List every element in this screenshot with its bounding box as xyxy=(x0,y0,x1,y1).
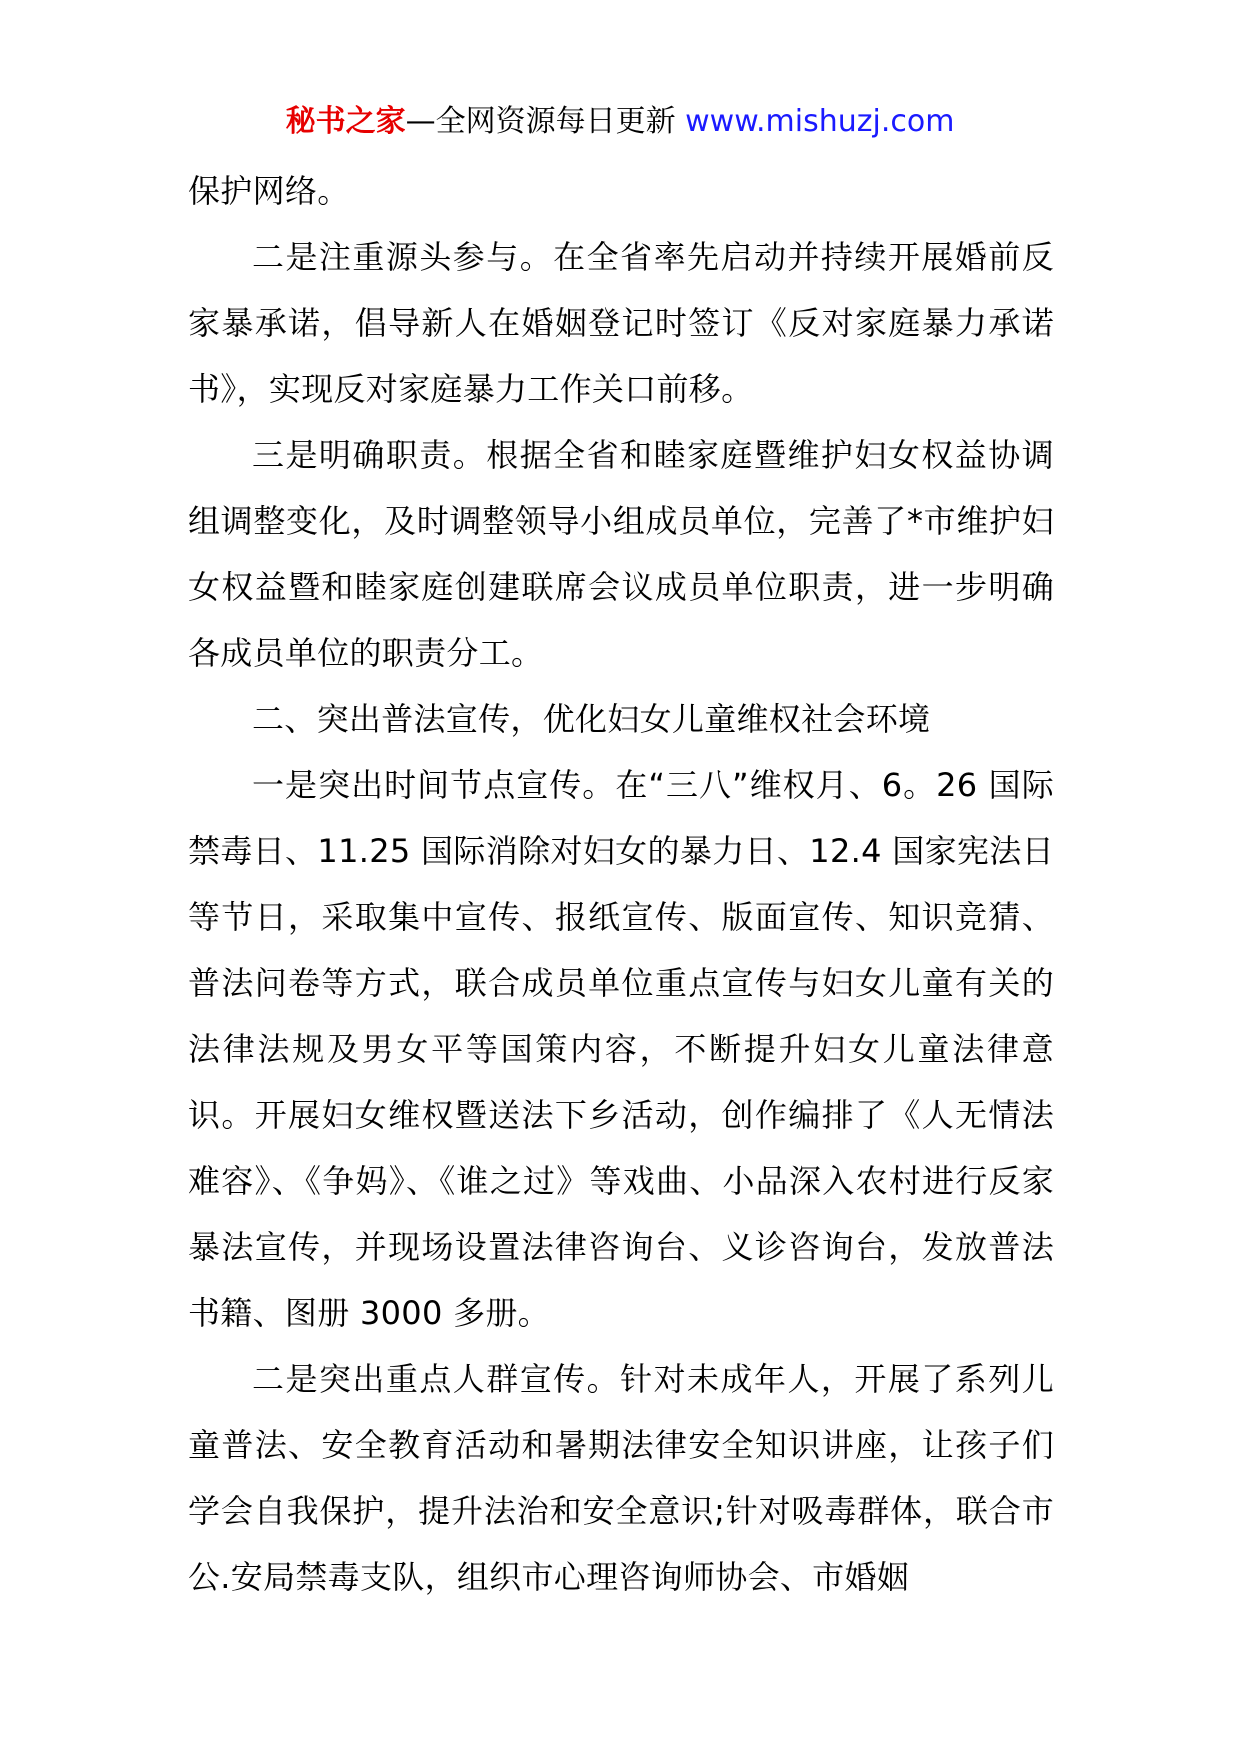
header-site-link[interactable]: www.mishuzj.com xyxy=(685,104,955,139)
paragraph: 一是突出时间节点宣传。在“三八”维权月、6。26 国际禁毒日、11.25 国际消除对妇女的暴力日、12.4 国家宪法日等节日，采取集中宣传、报纸宣传、版面宣传、知识竞猜、普法问卷等方式，联合成员单位重点宣传与妇女儿童有关的法律法规及男女平等国策内容，不断提升妇女儿童法律意识。开展妇女维权暨送法下乡活动，创作编排了《人无情法难容》、《争妈》、《谁之过》等戏曲、小品深入农村进行反家暴法宣传，并现场设置法律咨询台、义诊咨询台，发放普法书籍、图册 3000 多册。 xyxy=(188,766,1054,1332)
page-header xyxy=(0,100,1240,144)
header-brand: 秘书之家 xyxy=(285,104,406,139)
header-slogan: —全网资源每日更新 xyxy=(405,104,686,139)
document-body xyxy=(188,158,1054,1610)
section-heading: 二、突出普法宣传，优化妇女儿童维权社会环境 xyxy=(252,700,931,738)
paragraph: 二是突出重点人群宣传。针对未成年人，开展了系列儿童普法、安全教育活动和暑期法律安全知识讲座，让孩子们学会自我保护，提升法治和安全意识;针对吸毒群体，联合市公.安局禁毒支队，组织市心理咨询师协会、市婚姻 xyxy=(188,1360,1054,1596)
paragraph: 二是注重源头参与。在全省率先启动并持续开展婚前反家暴承诺，倡导新人在婚姻登记时签订《反对家庭暴力承诺书》，实现反对家庭暴力工作关口前移。 xyxy=(188,238,1054,408)
paragraph-continued: 保护网络。 xyxy=(188,172,350,210)
paragraph: 三是明确职责。根据全省和睦家庭暨维护妇女权益协调组调整变化，及时调整领导小组成员单位，完善了*市维护妇女权益暨和睦家庭创建联席会议成员单位职责，进一步明确各成员单位的职责分工。 xyxy=(188,436,1054,672)
